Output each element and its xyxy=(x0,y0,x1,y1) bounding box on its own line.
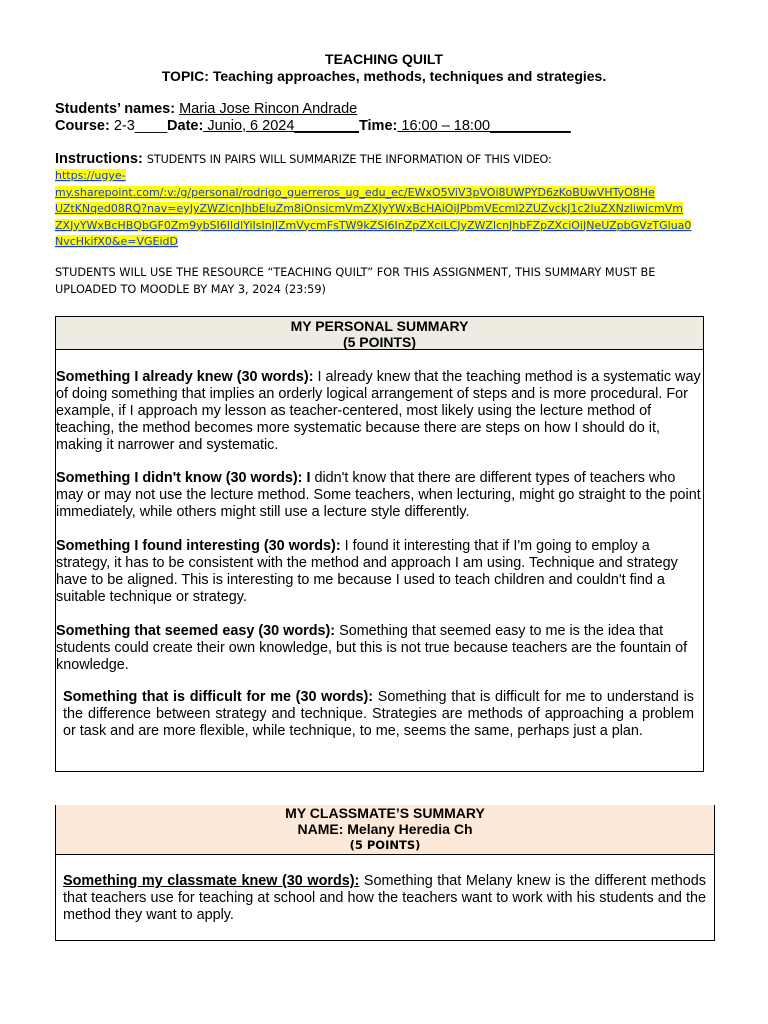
classmate-summary-header xyxy=(56,805,714,855)
time-label: Time: xyxy=(358,118,398,134)
video-link-line[interactable] xyxy=(55,185,715,202)
students-names-row xyxy=(55,101,357,118)
video-link-part[interactable]: https://ugye- xyxy=(55,169,126,182)
summary-paragraph xyxy=(63,689,694,740)
date-value: Junio, 6 2024________ xyxy=(203,118,359,134)
summary-text: Something that is difficult for me to understand is the difference between strategy and technique. Strategies are methods of approaching a problem or task and are more flexible, while technique, to me, seems the same, perhaps just a plan. xyxy=(63,689,694,739)
course-value: 2-3____ xyxy=(109,118,168,134)
time-value: 16:00 – 18:00__________ xyxy=(397,118,571,134)
instructions-heading xyxy=(55,151,715,168)
summary-text: Something that seemed easy to me is the idea that students could create their own knowledge, but this is not true because teachers are the fountain of knowledge. xyxy=(56,623,688,673)
date-label: Date: xyxy=(167,118,204,134)
summary-label: Something I already knew (30 words): xyxy=(56,369,314,385)
instructions-label: Instructions: xyxy=(55,151,143,167)
assignment-note: STUDENTS WILL USE THE RESOURCE “TEACHING QUILT” FOR THIS ASSIGNMENT, THIS SUMMARY MUST BE UPLOADED TO MOODLE BY MAY 3, 2024 (23:59) xyxy=(55,266,656,296)
video-link-part[interactable]: UZtKNqed08RQ?nav=eyJyZWZlcnJhbEluZm8iOnsicmVmZXJyYWxBcHAiOiJPbmVEcml2ZUZvckJ1c2luZXNzIiwicmVm xyxy=(55,202,683,215)
classmate-summary-paragraph xyxy=(63,873,706,924)
video-link-line[interactable] xyxy=(55,201,715,218)
personal-summary-points: (5 POINTS) xyxy=(342,334,417,350)
summary-label: Something I didn't know (30 words): I xyxy=(56,470,311,486)
summary-text: I found it interesting that if I'm going to employ a strategy, it has to be consistent with the method and approach I am using. Technique and strategy have to be aligned. This is interesting to me because I used to teach children and couldn't find a suitable technique or strategy. xyxy=(56,538,678,605)
summary-paragraph xyxy=(56,538,701,606)
document-topic: TOPIC: Teaching approaches, methods, techniques and strategies. xyxy=(161,68,607,84)
document-title: TEACHING QUILT xyxy=(325,51,443,67)
personal-summary-table xyxy=(55,316,704,772)
students-names-label: Students’ names: xyxy=(55,101,176,117)
course-date-time-row xyxy=(55,118,571,135)
personal-summary-heading: MY PERSONAL SUMMARY xyxy=(290,318,469,334)
summary-paragraph xyxy=(56,470,701,521)
video-link-part[interactable]: NvcHkifX0&e=VGEidD xyxy=(55,235,178,248)
summary-text: I already knew that the teaching method is a systematic way of doing something that implies an orderly logical arrangement of steps and is more procedural. For example, if I approach my lesson as teacher-centered, most likely using the lecture method of teaching, the method becomes more systematic because there are steps on how I should do it, making it narrower and systematic. xyxy=(56,369,701,453)
classmate-summary-heading: MY CLASSMATE’S SUMMARY xyxy=(285,805,485,821)
summary-label: Something that seemed easy (30 words): xyxy=(56,623,336,639)
summary-label: Something I found interesting (30 words): xyxy=(56,538,341,554)
students-names-value: Maria Jose Rincon Andrade xyxy=(179,101,358,117)
course-label: Course: xyxy=(55,118,110,134)
summary-label: Something that is difficult for me (30 words): xyxy=(63,689,374,705)
summary-paragraph xyxy=(56,369,701,454)
instructions-text: STUDENTS IN PAIRS WILL SUMMARIZE THE INFORMATION OF THIS VIDEO: xyxy=(146,153,552,166)
video-link-line[interactable] xyxy=(55,234,715,251)
summary-paragraph xyxy=(56,623,701,674)
summary-label: Something my classmate knew (30 words): xyxy=(63,873,360,889)
instructions-block xyxy=(55,151,715,251)
classmate-summary-points: (5 POINTS) xyxy=(349,838,421,852)
video-link-part[interactable]: my.sharepoint.com/:v:/g/personal/rodrigo_guerreros_ug_edu_ec/EWxO5ViV3pVOi8UWPYD6zKoBUwVHTyO8He xyxy=(55,185,655,199)
summary-text: didn't know that there are different types of teachers who may or may not use the lecture method. Some teachers, when lecturing, might go straight to the point immediately, while others might still use a lecture style differently. xyxy=(56,470,701,520)
classmate-name: NAME: Melany Heredia Ch xyxy=(297,821,473,837)
personal-summary-header xyxy=(56,317,703,350)
document-header xyxy=(0,51,768,85)
video-link-line[interactable] xyxy=(55,168,715,185)
classmate-summary-table xyxy=(55,805,715,941)
summary-text: Something that Melany knew is the different methods that teachers use for teaching at school and how the teachers want to work with his students and the method they want to apply. xyxy=(63,873,706,923)
video-link-line[interactable] xyxy=(55,218,715,235)
video-link-part[interactable]: ZXJyYWxBcHBQbGF0Zm9ybSI6IldlYiIsInJlZmVycmFsTW9kZSI6InZpZXciLCJyZWZlcnJhbFZpZXciOiJNeUZpbGVzTGlua0 xyxy=(55,218,692,232)
